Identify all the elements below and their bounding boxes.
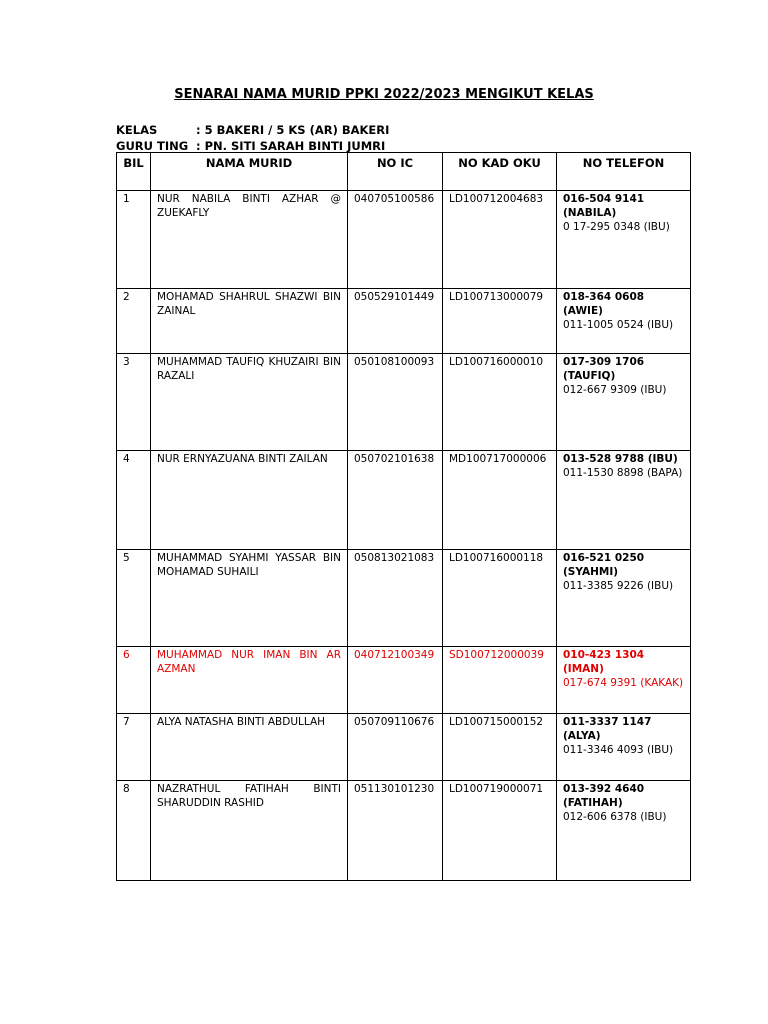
class-label: KELAS [116,123,158,137]
cell-phone [557,714,691,781]
cell-phone [557,289,691,354]
class-info [116,123,389,137]
cell-bil: 2 [117,289,151,354]
phone-alt: 017-674 9391 (KAKAK) [563,677,684,689]
cell-bil: 4 [117,451,151,550]
table-row [117,451,691,550]
header-nama: NAMA MURID [151,153,348,191]
table-row-highlighted [117,647,691,714]
cell-bil: 1 [117,191,151,289]
table-row [117,781,691,881]
cell-nama: NUR NABILA BINTI AZHAR @ ZUEKAFLY [151,191,348,289]
class-value: : 5 BAKERI / 5 KS (AR) BAKERI [196,123,390,137]
table-row [117,714,691,781]
phone-main: 018-364 0608 (AWIE) [563,291,645,317]
table-row [117,289,691,354]
header-phone: NO TELEFON [557,153,691,191]
phone-main: 016-504 9141 (NABILA) [563,193,645,219]
student-table [116,152,691,881]
phone-main: 013-392 4640 (FATIHAH) [563,783,645,809]
cell-oku: LD100715000152 [443,714,557,781]
phone-alt: 011-1005 0524 (IBU) [563,319,674,331]
cell-ic: 050813021083 [348,550,443,647]
cell-phone [557,647,691,714]
teacher-label: GURU TING [116,139,189,153]
cell-ic: 040712100349 [348,647,443,714]
cell-oku: LD100716000118 [443,550,557,647]
phone-alt: 0 17-295 0348 (IBU) [563,221,670,233]
header-oku: NO KAD OKU [443,153,557,191]
phone-main: 011-3337 1147 (ALYA) [563,716,652,742]
cell-phone [557,191,691,289]
table-row [117,191,691,289]
cell-oku: MD100717000006 [443,451,557,550]
header-ic: NO IC [348,153,443,191]
teacher-info [116,139,385,153]
phone-alt: 012-606 6378 (IBU) [563,811,667,823]
cell-phone [557,550,691,647]
phone-alt: 012-667 9309 (IBU) [563,384,667,396]
cell-phone [557,781,691,881]
cell-ic: 050709110676 [348,714,443,781]
cell-ic: 050529101449 [348,289,443,354]
phone-main: 010-423 1304 (IMAN) [563,649,645,675]
table-header-row [117,153,691,191]
phone-alt: 011-3346 4093 (IBU) [563,744,674,756]
phone-alt: 011-3385 9226 (IBU) [563,580,674,592]
cell-nama: NUR ERNYAZUANA BINTI ZAILAN [151,451,348,550]
phone-alt: 011-1530 8898 (BAPA) [563,467,683,479]
teacher-value: : PN. SITI SARAH BINTI JUMRI [196,139,386,153]
cell-oku: LD100719000071 [443,781,557,881]
cell-nama: MUHAMMAD TAUFIQ KHUZAIRI BIN RAZALI [151,354,348,451]
cell-nama: MUHAMMAD SYAHMI YASSAR BIN MOHAMAD SUHAILI [151,550,348,647]
cell-oku: LD100713000079 [443,289,557,354]
cell-ic: 040705100586 [348,191,443,289]
cell-bil: 7 [117,714,151,781]
phone-main: 017-309 1706 (TAUFIQ) [563,356,645,382]
cell-phone [557,451,691,550]
cell-ic: 050108100093 [348,354,443,451]
header-bil: BIL [117,153,151,191]
cell-bil: 8 [117,781,151,881]
table-row [117,354,691,451]
phone-main: 016-521 0250 (SYAHMI) [563,552,645,578]
cell-nama: ALYA NATASHA BINTI ABDULLAH [151,714,348,781]
cell-nama: NAZRATHUL FATIHAH BINTI SHARUDDIN RASHID [151,781,348,881]
cell-phone [557,354,691,451]
cell-oku: SD100712000039 [443,647,557,714]
cell-ic: 050702101638 [348,451,443,550]
cell-nama: MUHAMMAD NUR IMAN BIN AR AZMAN [151,647,348,714]
cell-ic: 051130101230 [348,781,443,881]
cell-nama: MOHAMAD SHAHRUL SHAZWI BIN ZAINAL [151,289,348,354]
document-title: SENARAI NAMA MURID PPKI 2022/2023 MENGIKUT KELAS [174,87,594,102]
cell-bil: 6 [117,647,151,714]
table-row [117,550,691,647]
cell-oku: LD100716000010 [443,354,557,451]
cell-bil: 5 [117,550,151,647]
phone-main: 013-528 9788 (IBU) [563,453,678,465]
cell-oku: LD100712004683 [443,191,557,289]
cell-bil: 3 [117,354,151,451]
